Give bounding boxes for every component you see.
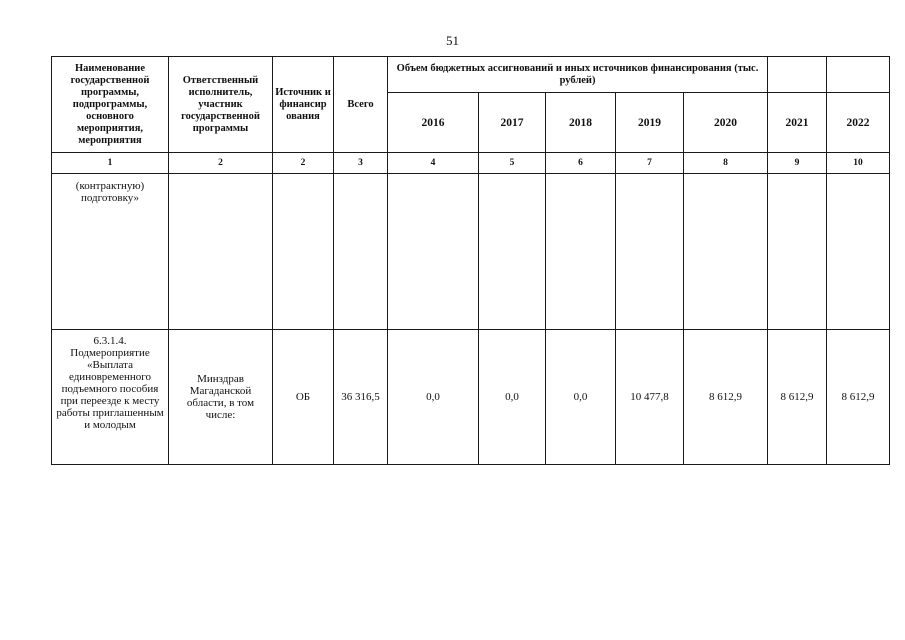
column-number: 2 xyxy=(273,153,334,174)
row-responsible: Минздрав Магаданской области, в том числе: xyxy=(169,330,273,465)
header-row-top xyxy=(52,57,890,93)
header-empty-2022 xyxy=(827,57,890,93)
header-empty-2021 xyxy=(768,57,827,93)
row-value: 0,0 xyxy=(388,330,479,465)
row-value xyxy=(616,174,684,330)
row-value xyxy=(546,174,616,330)
column-number: 10 xyxy=(827,153,890,174)
column-number: 2 xyxy=(169,153,273,174)
column-number: 3 xyxy=(334,153,388,174)
header-year: 2020 xyxy=(684,93,768,153)
row-name: (контрактную) подготовку» xyxy=(52,174,169,330)
column-number: 4 xyxy=(388,153,479,174)
table-row xyxy=(52,174,890,330)
budget-table xyxy=(51,56,890,465)
row-value xyxy=(388,174,479,330)
header-total: Всего xyxy=(334,57,388,153)
header-year: 2016 xyxy=(388,93,479,153)
row-source xyxy=(273,174,334,330)
column-number: 8 xyxy=(684,153,768,174)
table-row xyxy=(52,330,890,465)
header-year: 2022 xyxy=(827,93,890,153)
row-value: 0,0 xyxy=(546,330,616,465)
row-source: ОБ xyxy=(273,330,334,465)
column-number: 7 xyxy=(616,153,684,174)
column-number: 9 xyxy=(768,153,827,174)
row-value: 0,0 xyxy=(479,330,546,465)
header-year: 2018 xyxy=(546,93,616,153)
header-name: Наименование государственной программы, подпрограммы, основного мероприятия, мероприятия xyxy=(52,57,169,153)
row-total: 36 316,5 xyxy=(334,330,388,465)
header-responsible: Ответственный исполнитель, участник государственной программы xyxy=(169,57,273,153)
page-number: 51 xyxy=(446,33,459,48)
column-number-row xyxy=(52,153,890,174)
row-value xyxy=(479,174,546,330)
column-number: 6 xyxy=(546,153,616,174)
row-name: 6.3.1.4. Подмероприятие «Выплата единовременного подъемного пособия при переезде к месту работы приглашенным и молодым xyxy=(52,330,169,465)
column-number: 5 xyxy=(479,153,546,174)
row-value: 8 612,9 xyxy=(827,330,890,465)
row-value xyxy=(684,174,768,330)
column-number: 1 xyxy=(52,153,169,174)
row-value xyxy=(827,174,890,330)
row-value: 10 477,8 xyxy=(616,330,684,465)
header-source: Источник и финансир ования xyxy=(273,57,334,153)
row-total xyxy=(334,174,388,330)
header-year: 2021 xyxy=(768,93,827,153)
header-year: 2019 xyxy=(616,93,684,153)
row-value: 8 612,9 xyxy=(768,330,827,465)
row-value xyxy=(768,174,827,330)
header-funding-span: Объем бюджетных ассигнований и иных источников финансирования (тыс. рублей) xyxy=(388,57,768,93)
row-value: 8 612,9 xyxy=(684,330,768,465)
header-year: 2017 xyxy=(479,93,546,153)
row-responsible xyxy=(169,174,273,330)
